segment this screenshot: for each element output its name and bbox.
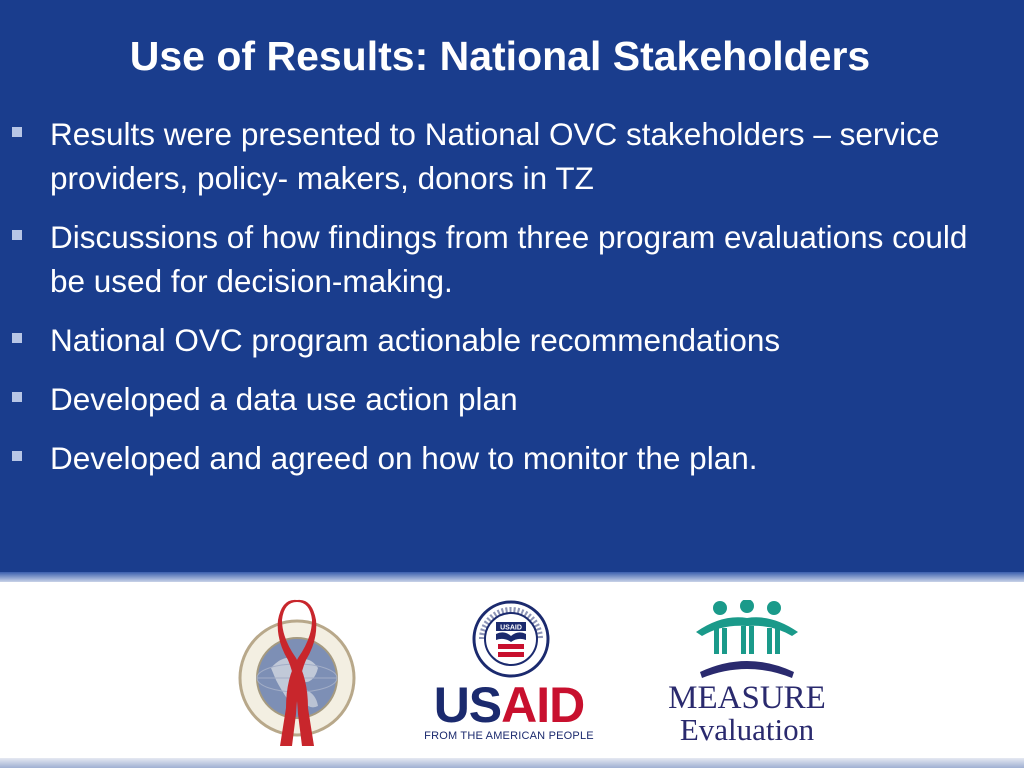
svg-text:USAID: USAID: [500, 624, 522, 632]
usaid-us-text: US: [433, 677, 502, 733]
usaid-seal-icon: [472, 600, 550, 678]
pepfar-seal-icon: [236, 598, 358, 746]
square-bullet-icon: [12, 333, 22, 343]
bullet-text: National OVC program actionable recommendations: [50, 322, 781, 358]
usaid-tagline: FROM THE AMERICAN PEOPLE: [424, 730, 594, 742]
bottom-border: [0, 758, 1024, 768]
slide-divider: [0, 572, 1024, 582]
measure-people-icon: [692, 600, 802, 680]
bullet-text: Developed and agreed on how to monitor the plan.: [50, 440, 758, 476]
square-bullet-icon: [12, 451, 22, 461]
measure-evaluation-logo: [662, 600, 832, 750]
bullet-list: [12, 112, 997, 495]
slide-title: Use of Results: National Stakeholders: [129, 33, 871, 79]
bullet-item: [12, 318, 997, 362]
bullet-item: [12, 436, 997, 480]
bullet-text: Results were presented to National OVC stakeholders – service providers, policy- makers, donors in TZ: [50, 116, 940, 196]
square-bullet-icon: [12, 230, 22, 240]
usaid-aid-text: AID: [501, 677, 585, 733]
square-bullet-icon: [12, 127, 22, 137]
bullet-item: [12, 215, 997, 303]
measure-subtitle: Evaluation: [679, 712, 815, 747]
bullet-text: Developed a data use action plan: [50, 381, 518, 417]
bullet-text: Discussions of how findings from three program evaluations could be used for decision-making.: [50, 219, 968, 299]
square-bullet-icon: [12, 392, 22, 402]
bullet-item: [12, 112, 997, 200]
usaid-wordmark: [416, 678, 602, 732]
measure-name: MEASURE: [668, 680, 826, 716]
usaid-logo: [416, 600, 602, 748]
bullet-item: [12, 377, 997, 421]
pepfar-logo: [236, 598, 358, 746]
